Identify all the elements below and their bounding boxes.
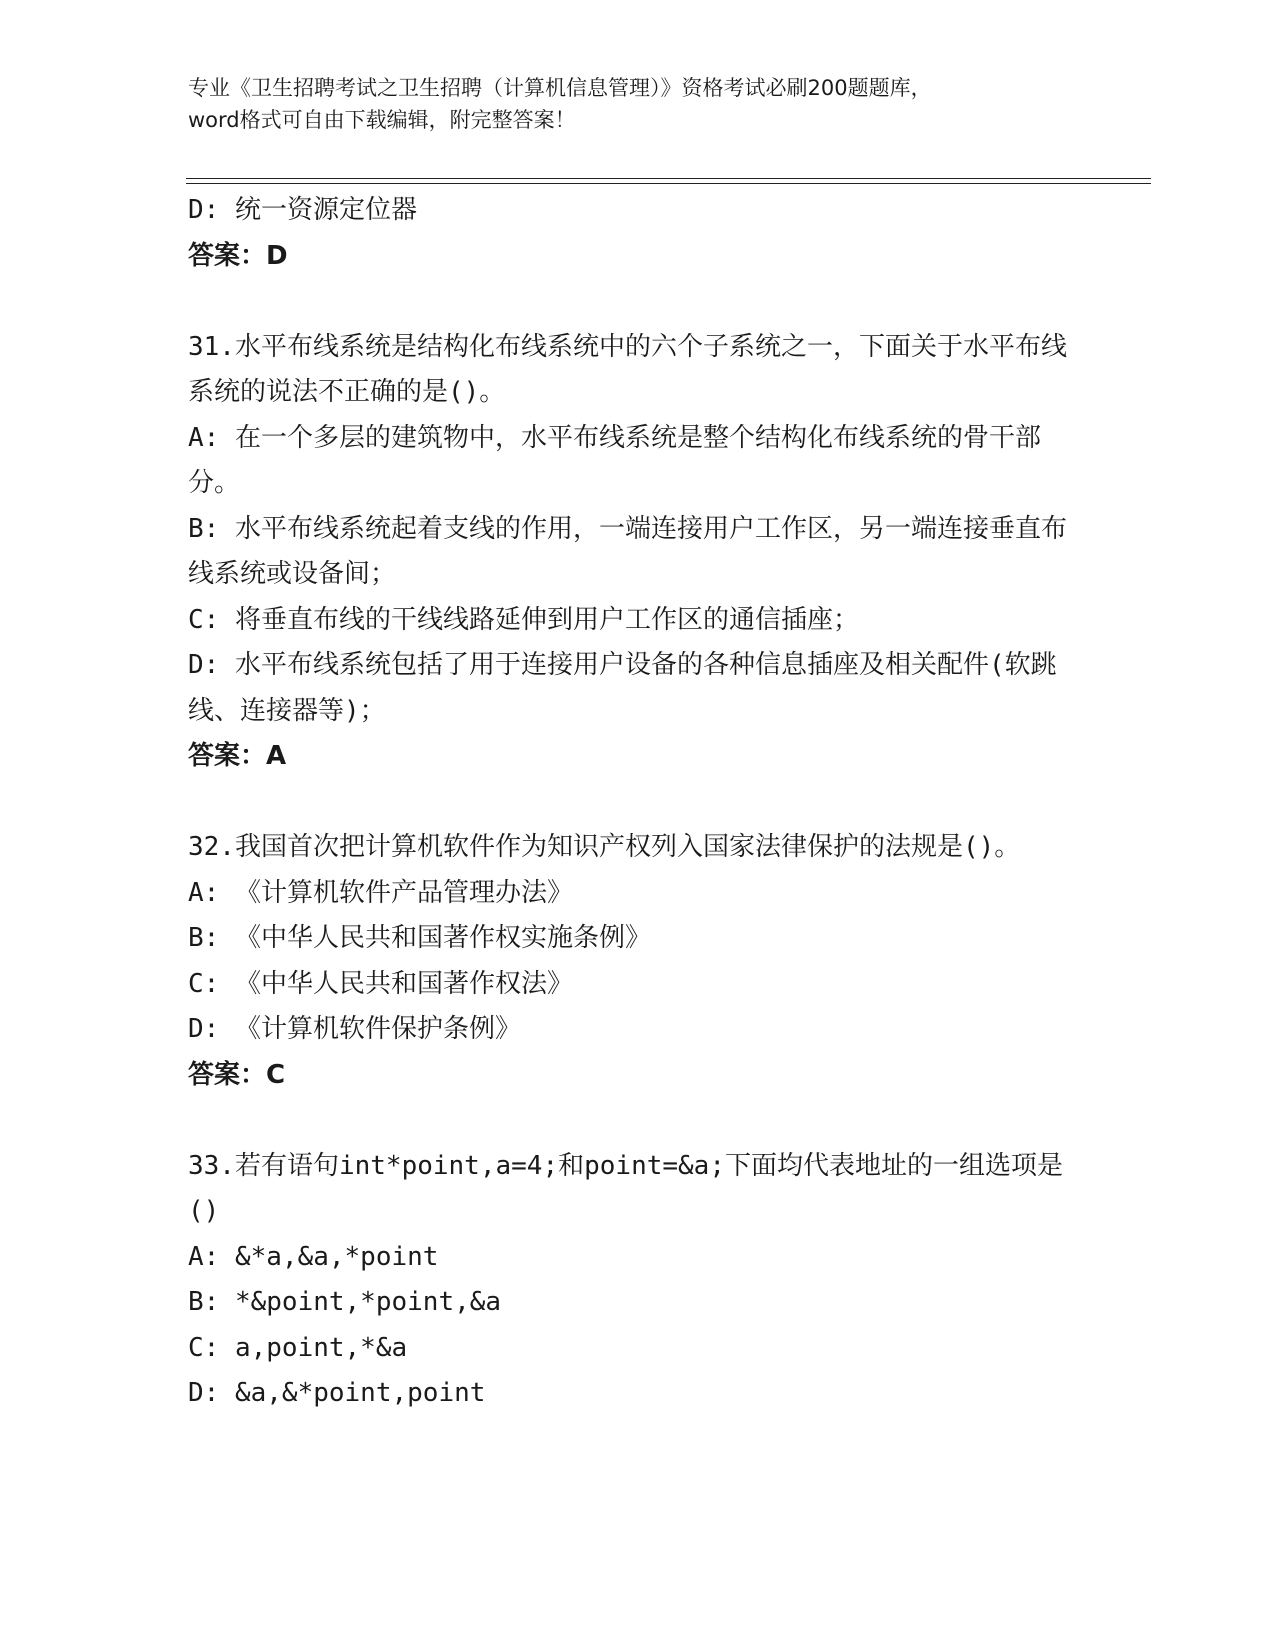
- header-title-line-1: 专业《卫生招聘考试之卫生招聘（计算机信息管理）》资格考试必刷200题题库，: [188, 76, 932, 100]
- option-c: C: 《中华人民共和国著作权法》: [188, 968, 573, 999]
- option-d: D: 统一资源定位器: [188, 195, 417, 225]
- question-31: [188, 325, 1083, 780]
- answer-line: 答案：A: [188, 741, 287, 771]
- spacer: [188, 780, 1083, 826]
- option-a: A: 在一个多层的建筑物中，水平布线系统是整个结构化布线系统的骨干部分。: [188, 422, 1041, 498]
- question-32: [188, 825, 1083, 1098]
- spacer: [188, 1098, 1083, 1144]
- answer-line: 答案：C: [188, 1059, 286, 1090]
- option-c: C: a,point,*&a: [188, 1332, 408, 1363]
- document-header: [188, 72, 1088, 136]
- option-b: B: 《中华人民共和国著作权实施条例》: [188, 923, 651, 953]
- answer-line: 答案：D: [188, 240, 288, 271]
- header-title-line-2: word格式可自由下载编辑，附完整答案！: [188, 108, 576, 132]
- option-b: B: *&point,*point,&a: [188, 1287, 502, 1317]
- spacer: [188, 279, 1083, 325]
- option-b: B: 水平布线系统起着支线的作用，一端连接用户工作区，另一端连接垂直布线系统或设备间；: [188, 513, 1067, 589]
- option-d: D: &a,&*point,point: [188, 1378, 486, 1408]
- option-a: A: 《计算机软件产品管理办法》: [188, 877, 573, 908]
- question-33: [188, 1144, 1083, 1417]
- document-body: [188, 188, 1083, 1417]
- option-c: C: 将垂直布线的干线线路延伸到用户工作区的通信插座；: [188, 604, 859, 635]
- header-rule-top: [186, 178, 1151, 179]
- question-stem: 32.我国首次把计算机软件作为知识产权列入国家法律保护的法规是()。: [188, 832, 1021, 862]
- header-rule-bottom: [186, 183, 1151, 184]
- question-30-tail: [188, 188, 1083, 279]
- option-d: D: 水平布线系统包括了用于连接用户设备的各种信息插座及相关配件(软跳线、连接器等)；: [188, 650, 1057, 726]
- question-stem: 31.水平布线系统是结构化布线系统中的六个子系统之一，下面关于水平布线系统的说法不正确的是()。: [188, 331, 1067, 407]
- option-d: D: 《计算机软件保护条例》: [188, 1014, 521, 1044]
- question-stem: 33.若有语句int*point,a=4;和point=&a;下面均代表地址的一组选项是(): [188, 1150, 1063, 1226]
- option-a: A: &*a,&a,*point: [188, 1241, 439, 1272]
